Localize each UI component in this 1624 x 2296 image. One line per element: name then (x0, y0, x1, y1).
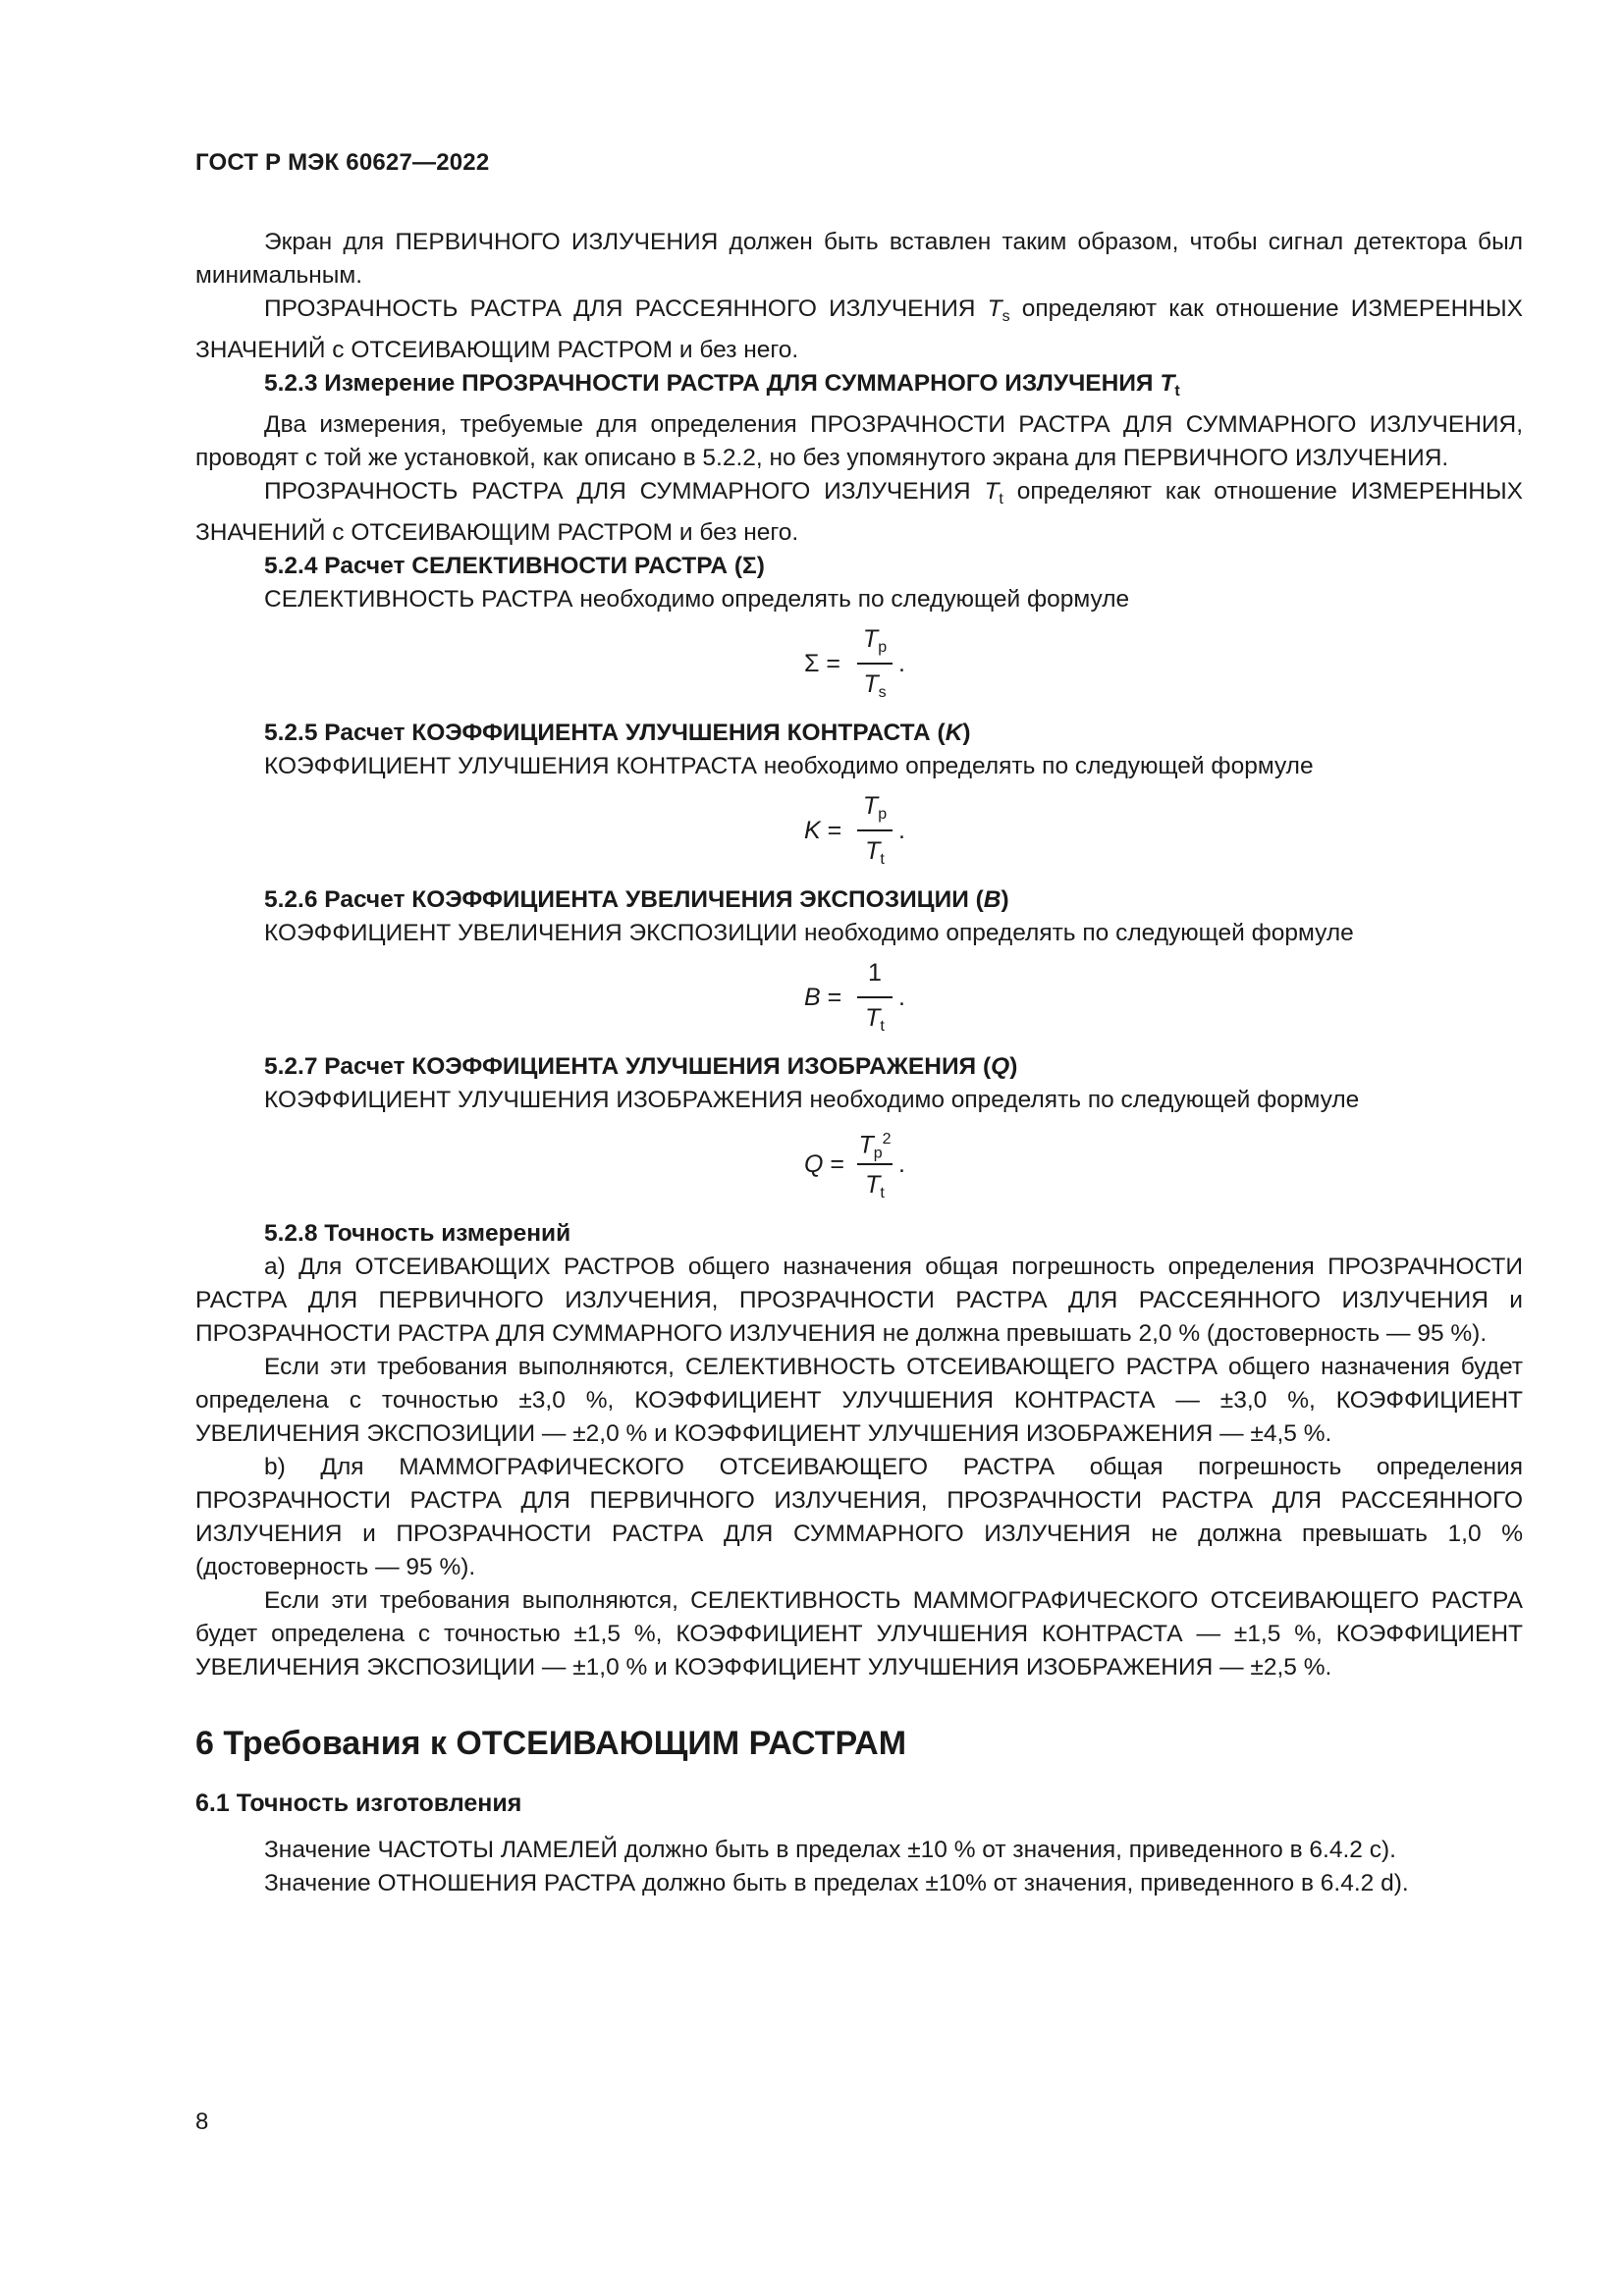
paragraph: Значение ОТНОШЕНИЯ РАСТРА должно быть в пределах ±10% от значения, приведенного в 6.4.2 d). (264, 1870, 1409, 1896)
formula-image-quality: Q = $T_p^2$ $T_t$ . (804, 1131, 905, 1201)
section-heading-5-2-5: 5.2.5 Расчет КОЭФФИЦИЕНТА УЛУЧШЕНИЯ КОНТРАСТА (K) (264, 720, 971, 746)
paragraph: Если эти требования выполняются, СЕЛЕКТИВНОСТЬ МАММОГРАФИЧЕСКОГО ОТСЕИВАЮЩЕГО РАСТРА будет определена с точностью ±1,5 %, КОЭФФИЦИЕНТ УЛУЧШЕНИЯ КОНТРАСТА — ±1,5 %, КОЭФФИЦИЕНТ УВЕЛИЧЕНИЯ ЭКСПОЗИЦИИ — ±1,0 % и КОЭФФИЦИЕНТ УЛУЧШЕНИЯ ИЗОБРАЖЕНИЯ — ±2,5 %. (195, 1587, 1523, 1681)
paragraph: СЕЛЕКТИВНОСТЬ РАСТРА необходимо определять по следующей формуле (264, 586, 1130, 613)
paragraph: b) Для МАММОГРАФИЧЕСКОГО ОТСЕИВАЮЩЕГО РАСТРА общая погрешность определения ПРОЗРАЧНОСТИ РАСТРА ДЛЯ ПЕРВИЧНОГО ИЗЛУЧЕНИЯ, ПРОЗРАЧНОСТИ РАСТРА ДЛЯ РАССЕЯННОГО ИЗЛУЧЕНИЯ и ПРОЗРАЧНОСТИ РАСТРА ДЛЯ СУММАРНОГО ИЗЛУЧЕНИЯ не должна превышать 1,0 % (достоверность — 95 %). (195, 1454, 1523, 1580)
section-heading-6: 6 Требования к ОТСЕИВАЮЩИМ РАСТРАМ (195, 1725, 907, 1762)
section-heading-5-2-8: 5.2.8 Точность измерений (264, 1220, 571, 1247)
document-header: ГОСТ Р МЭК 60627—2022 (195, 149, 490, 176)
paragraph: Экран для ПЕРВИЧНОГО ИЗЛУЧЕНИЯ должен быть вставлен таким образом, чтобы сигнал детектора был минимальным. (195, 229, 1523, 289)
section-heading-5-2-4: 5.2.4 Расчет СЕЛЕКТИВНОСТИ РАСТРА (Σ) (264, 553, 765, 579)
paragraph: КОЭФФИЦИЕНТ УВЕЛИЧЕНИЯ ЭКСПОЗИЦИИ необходимо определять по следующей формуле (264, 920, 1354, 946)
section-heading-5-2-3: 5.2.3 Измерение ПРОЗРАЧНОСТИ РАСТРА ДЛЯ СУММАРНОГО ИЗЛУЧЕНИЯ $T_t$ (264, 370, 1180, 400)
page-number: 8 (195, 2109, 209, 2135)
paragraph: ПРОЗРАЧНОСТЬ РАСТРА ДЛЯ РАССЕЯННОГО ИЗЛУЧЕНИЯ $T_s$ определяют как отношение ИЗМЕРЕННЫХ ЗНАЧЕНИЙ с ОТСЕИВАЮЩИМ РАСТРОМ и без него. (195, 295, 1523, 363)
paragraph: ПРОЗРАЧНОСТЬ РАСТРА ДЛЯ СУММАРНОГО ИЗЛУЧЕНИЯ $T_t$ определяют как отношение ИЗМЕРЕННЫХ ЗНАЧЕНИЙ с ОТСЕИВАЮЩИМ РАСТРОМ и без него. (195, 478, 1523, 546)
paragraph: Два измерения, требуемые для определения ПРОЗРАЧНОСТИ РАСТРА ДЛЯ СУММАРНОГО ИЗЛУЧЕНИЯ, проводят с той же установкой, как описано в 5.2.2, но без упомянутого экрана для ПЕРВИЧНОГО ИЗЛУЧЕНИЯ. (195, 411, 1523, 471)
section-heading-6-1: 6.1 Точность изготовления (195, 1789, 522, 1817)
paragraph: Если эти требования выполняются, СЕЛЕКТИВНОСТЬ ОТСЕИВАЮЩЕГО РАСТРА общего назначения будет определена с точностью ±3,0 %, КОЭФФИЦИЕНТ УЛУЧШЕНИЯ КОНТРАСТА — ±3,0 %, КОЭФФИЦИЕНТ УВЕЛИЧЕНИЯ ЭКСПОЗИЦИИ — ±2,0 % и КОЭФФИЦИЕНТ УЛУЧШЕНИЯ ИЗОБРАЖЕНИЯ — ±4,5 %. (195, 1354, 1523, 1447)
paragraph: Значение ЧАСТОТЫ ЛАМЕЛЕЙ должно быть в пределах ±10 % от значения, приведенного в 6.4.2 с). (264, 1837, 1396, 1863)
page-content (195, 226, 1523, 1900)
formula-contrast: K = $T_p$ $T_t$ . (804, 792, 905, 868)
paragraph: КОЭФФИЦИЕНТ УЛУЧШЕНИЯ ИЗОБРАЖЕНИЯ необходимо определять по следующей формуле (264, 1087, 1360, 1113)
paragraph: КОЭФФИЦИЕНТ УЛУЧШЕНИЯ КОНТРАСТА необходимо определять по следующей формуле (264, 753, 1314, 779)
paragraph: а) Для ОТСЕИВАЮЩИХ РАСТРОВ общего назначения общая погрешность определения ПРОЗРАЧНОСТИ РАСТРА ДЛЯ ПЕРВИЧНОГО ИЗЛУЧЕНИЯ, ПРОЗРАЧНОСТИ РАСТРА ДЛЯ РАССЕЯННОГО ИЗЛУЧЕНИЯ и ПРОЗРАЧНОСТИ РАСТРА ДЛЯ СУММАРНОГО ИЗЛУЧЕНИЯ не должна превышать 2,0 % (достоверность — 95 %). (195, 1254, 1523, 1347)
section-heading-5-2-6: 5.2.6 Расчет КОЭФФИЦИЕНТА УВЕЛИЧЕНИЯ ЭКСПОЗИЦИИ (B) (264, 886, 1009, 913)
formula-selectivity: Σ = $T_p$ $T_s$ . (804, 625, 905, 701)
formula-exposure: B = 1 $T_t$ . (804, 959, 905, 1035)
section-heading-5-2-7: 5.2.7 Расчет КОЭФФИЦИЕНТА УЛУЧШЕНИЯ ИЗОБРАЖЕНИЯ (Q) (264, 1053, 1018, 1080)
